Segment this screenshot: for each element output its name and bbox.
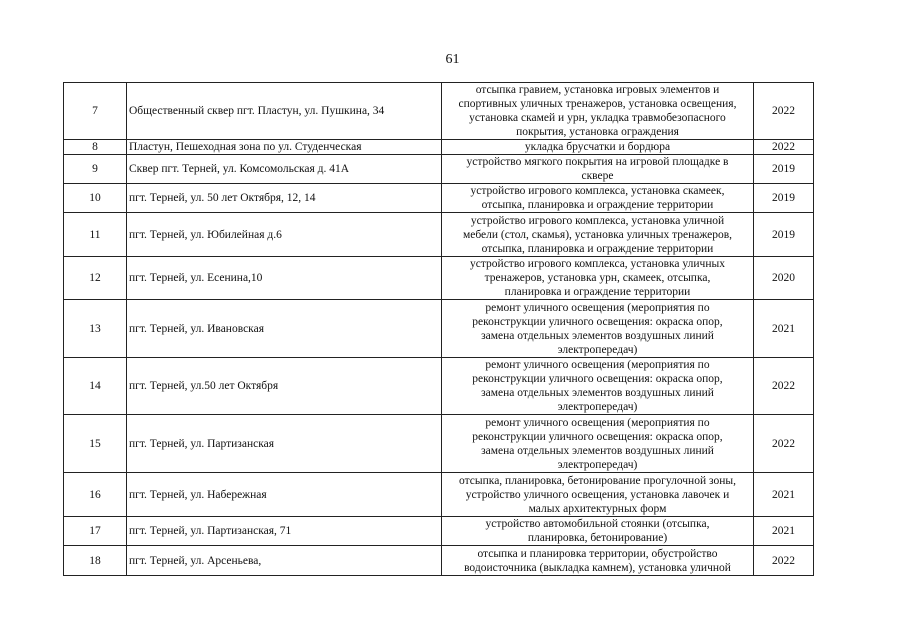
row-location: Сквер пгт. Терней, ул. Комсомольская д. 41А: [127, 155, 442, 184]
row-work: [442, 415, 754, 473]
table-row: [64, 257, 814, 300]
row-year: 2022: [754, 546, 814, 576]
work-line: устройство игрового комплекса, установка уличных: [470, 258, 725, 270]
work-line: ремонт уличного освещения (мероприятия по: [485, 416, 710, 429]
work-line: устройство автомобильной стоянки (отсыпка,: [485, 518, 710, 530]
work-line: мебели (стол, скамья), установка уличных тренажеров,: [462, 228, 733, 241]
improvement-table: [63, 82, 814, 576]
row-work: [442, 140, 754, 155]
row-location: пгт. Терней, ул. Есенина,10: [127, 257, 442, 300]
work-line: электропередач): [557, 401, 638, 413]
row-location: пгт. Терней, ул. 50 лет Октября, 12, 14: [127, 184, 442, 213]
work-line: замена отдельных элементов воздушных линий: [481, 387, 714, 399]
work-line: тренажеров, установка урн, скамеек, отсыпка,: [484, 272, 711, 284]
work-line: малых архитектурных форм: [528, 502, 667, 515]
table-row: [64, 155, 814, 184]
table-row: [64, 140, 814, 155]
work-line: отсыпка гравием, установка игровых элементов и: [475, 84, 720, 96]
row-year: 2022: [754, 140, 814, 155]
table-body: [64, 83, 814, 576]
row-location: пгт. Терней, ул. Партизанская: [127, 415, 442, 473]
table-row: [64, 473, 814, 517]
table-row: [64, 83, 814, 140]
work-line: водоисточника (выкладка камнем), установка уличной: [464, 561, 731, 574]
row-location: пгт. Терней, ул. Ивановская: [127, 300, 442, 358]
row-number: 18: [64, 546, 127, 576]
row-work: [442, 473, 754, 517]
row-number: 7: [64, 83, 127, 140]
work-line: покрытия, установка ограждения: [516, 126, 679, 138]
row-work: [442, 257, 754, 300]
row-year: 2021: [754, 517, 814, 546]
work-line: устройство уличного освещения, установка лавочек и: [465, 488, 730, 501]
work-line: спортивных уличных тренажеров, установка освещения,: [458, 98, 737, 110]
row-number: 13: [64, 300, 127, 358]
row-work: [442, 155, 754, 184]
row-work: [442, 300, 754, 358]
row-work: [442, 546, 754, 576]
row-year: 2022: [754, 415, 814, 473]
row-work: [442, 517, 754, 546]
work-line: укладка брусчатки и бордюра: [524, 141, 671, 153]
row-location: пгт. Терней, ул. Арсеньева,: [127, 546, 442, 576]
table-row: [64, 546, 814, 576]
row-year: 2021: [754, 473, 814, 517]
work-line: отсыпка, планировка и ограждение территории: [481, 199, 714, 211]
row-number: 9: [64, 155, 127, 184]
work-line: электропередач): [557, 458, 638, 471]
work-line: планировка, бетонирование): [527, 532, 668, 544]
row-work: [442, 83, 754, 140]
row-location: пгт. Терней, ул. Юбилейная д.6: [127, 213, 442, 257]
row-number: 14: [64, 358, 127, 415]
work-line: отсыпка, планировка, бетонирование прогулочной зоны,: [459, 474, 736, 487]
page-number: 61: [445, 52, 460, 67]
row-year: 2020: [754, 257, 814, 300]
work-line: устройство игрового комплекса, установка скамеек,: [470, 185, 725, 197]
work-line: реконструкции уличного освещения: окраска опор,: [472, 315, 723, 328]
work-line: отсыпка, планировка и ограждение территории: [481, 242, 714, 255]
row-year: 2022: [754, 358, 814, 415]
row-work: [442, 213, 754, 257]
work-line: установка скамей и урн, укладка травмобезопасного: [469, 112, 726, 124]
table-row: [64, 300, 814, 358]
row-location: пгт. Терней, ул. Набережная: [127, 473, 442, 517]
row-year: 2021: [754, 300, 814, 358]
work-line: электропередач): [557, 343, 638, 356]
table-row: [64, 184, 814, 213]
row-work: [442, 184, 754, 213]
row-year: 2022: [754, 83, 814, 140]
row-year: 2019: [754, 184, 814, 213]
work-line: планировка и ограждение территории: [504, 286, 691, 298]
table-row: [64, 415, 814, 473]
row-number: 16: [64, 473, 127, 517]
work-line: отсыпка и планировка территории, обустройство: [477, 547, 718, 560]
row-number: 17: [64, 517, 127, 546]
row-work: [442, 358, 754, 415]
row-location: пгт. Терней, ул. Партизанская, 71: [127, 517, 442, 546]
work-line: реконструкции уличного освещения: окраска опор,: [472, 373, 723, 385]
work-line: реконструкции уличного освещения: окраска опор,: [472, 430, 723, 443]
row-location: пгт. Терней, ул.50 лет Октября: [127, 358, 442, 415]
work-line: устройство игрового комплекса, установка уличной: [470, 214, 725, 227]
table-row: [64, 517, 814, 546]
work-line: ремонт уличного освещения (мероприятия по: [485, 301, 710, 314]
row-location: Пластун, Пешеходная зона по ул. Студенческая: [127, 140, 442, 155]
table-row: [64, 358, 814, 415]
row-number: 12: [64, 257, 127, 300]
row-number: 8: [64, 140, 127, 155]
row-number: 10: [64, 184, 127, 213]
work-line: устройство мягкого покрытия на игровой площадке в: [466, 156, 729, 168]
row-year: 2019: [754, 213, 814, 257]
work-line: сквере: [581, 170, 614, 182]
work-line: ремонт уличного освещения (мероприятия по: [485, 359, 710, 371]
row-number: 15: [64, 415, 127, 473]
table-row: [64, 213, 814, 257]
row-year: 2019: [754, 155, 814, 184]
work-line: замена отдельных элементов воздушных линий: [481, 329, 714, 342]
work-line: замена отдельных элементов воздушных линий: [481, 444, 714, 457]
row-location: Общественный сквер пгт. Пластун, ул. Пушкина, 34: [127, 83, 442, 140]
row-number: 11: [64, 213, 127, 257]
